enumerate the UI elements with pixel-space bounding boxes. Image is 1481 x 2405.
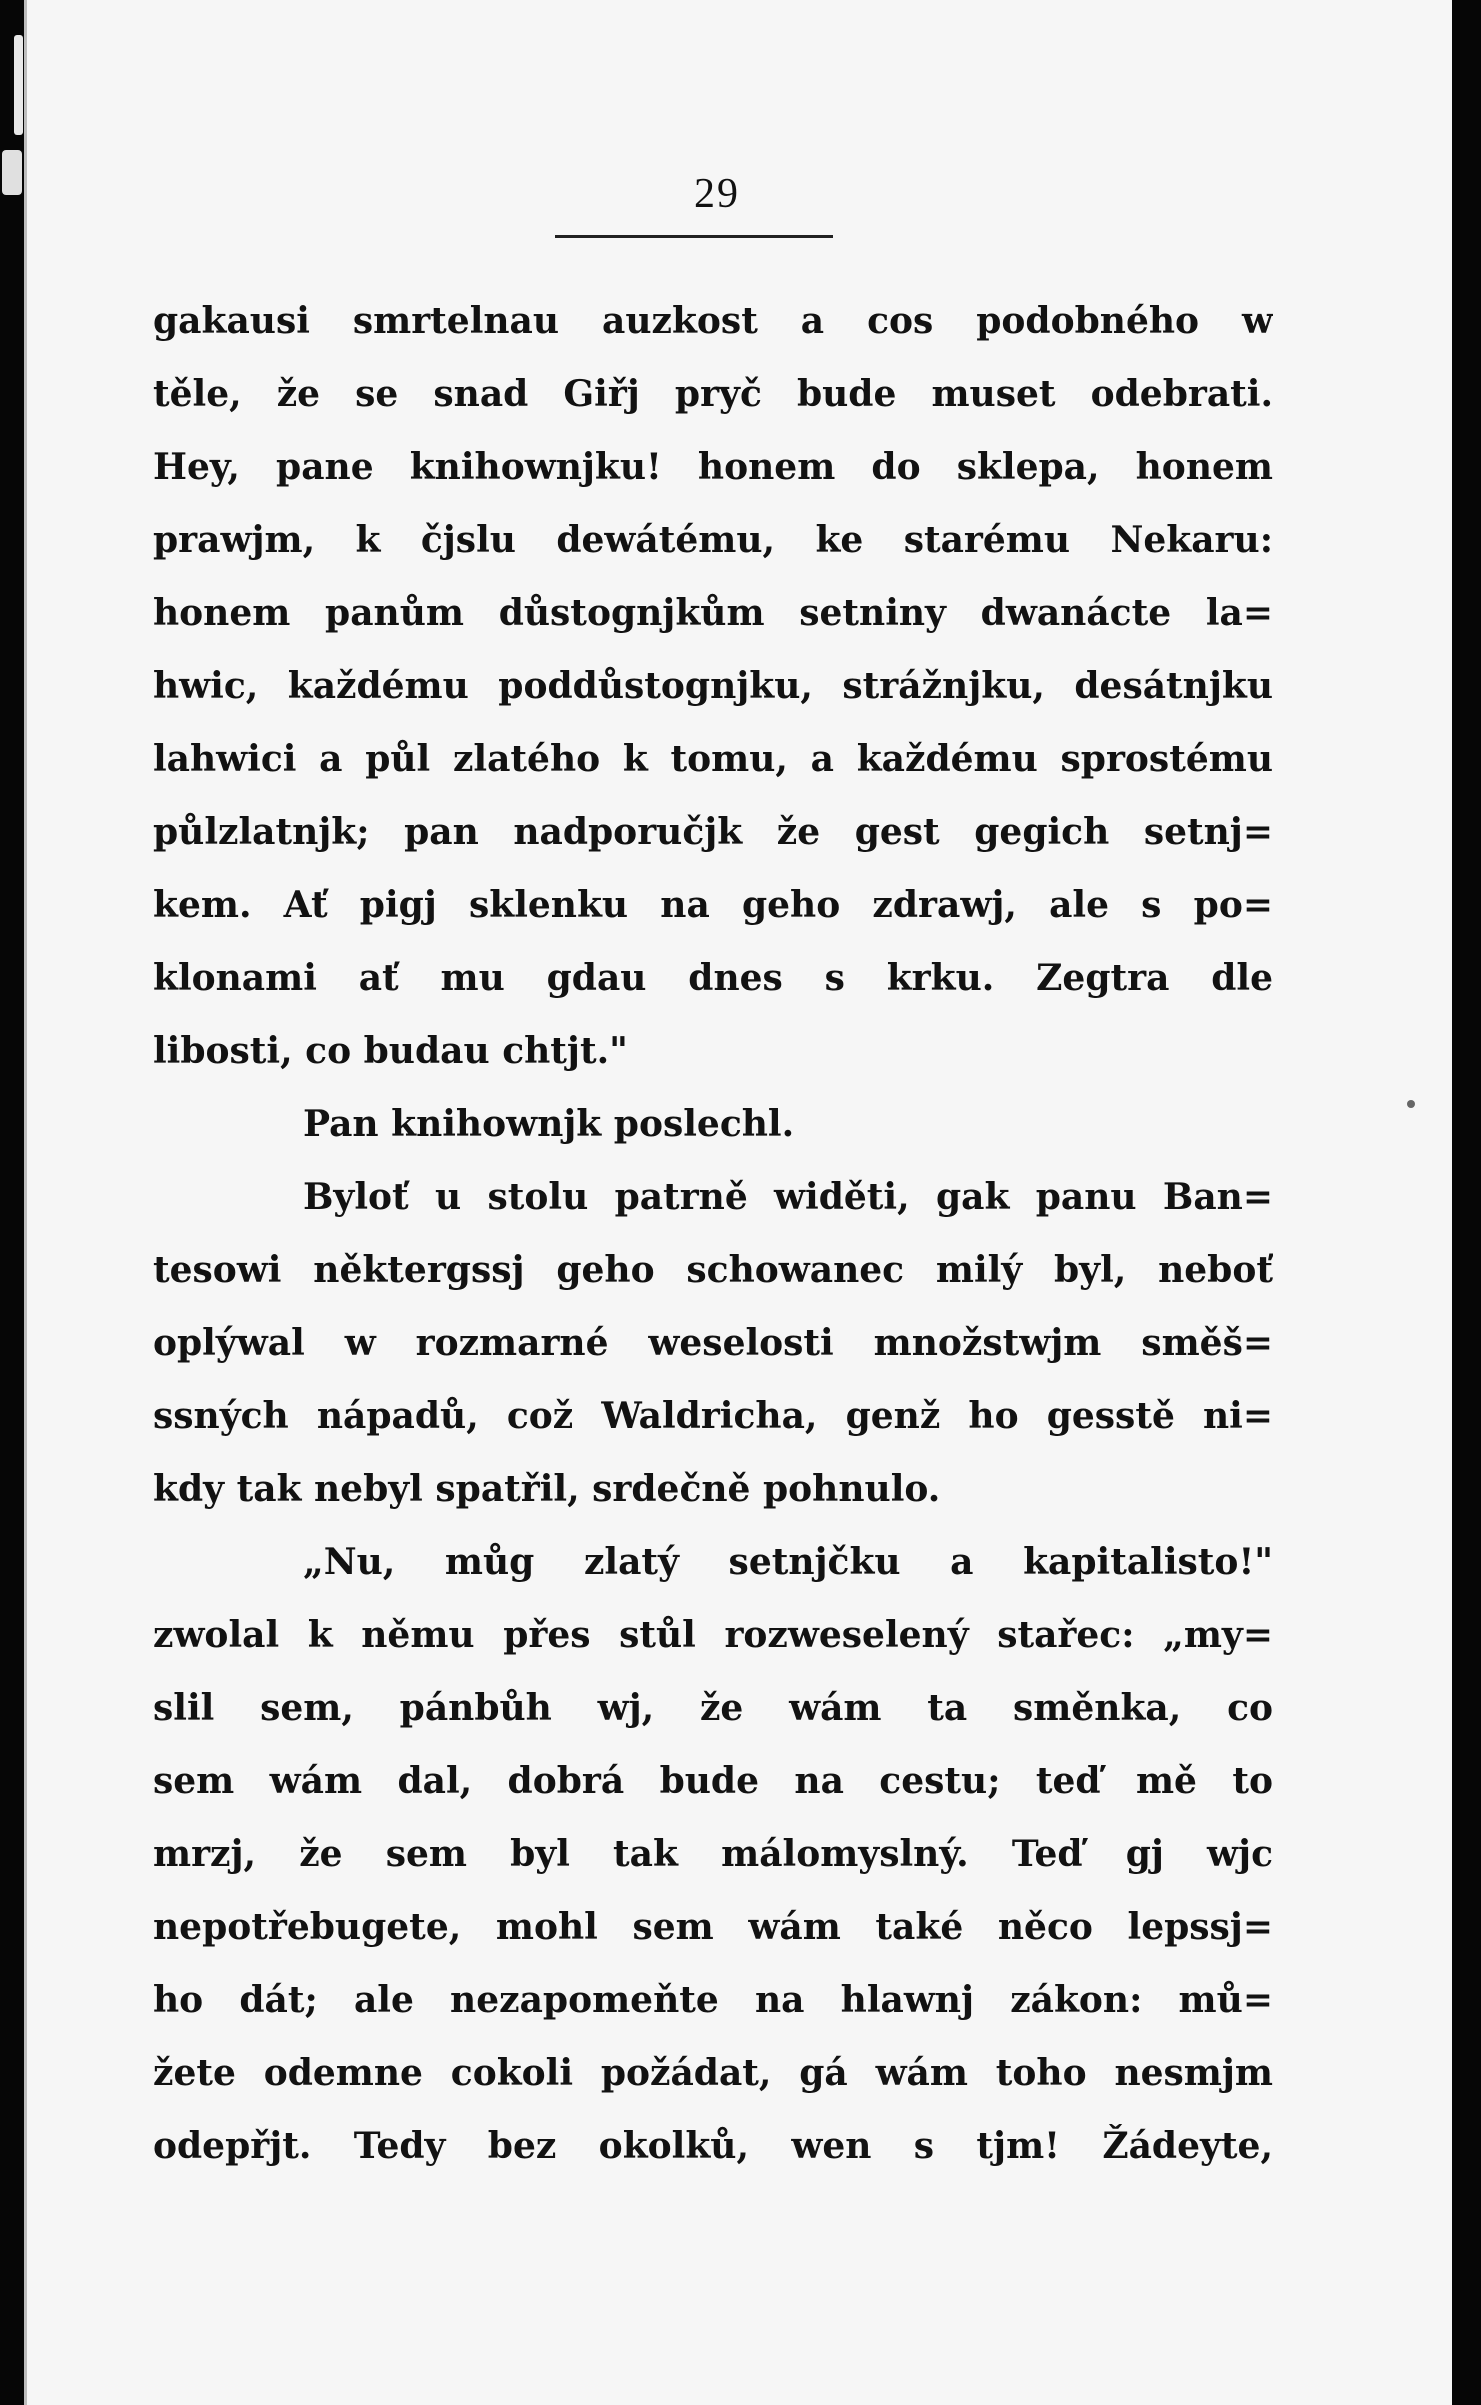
text-line: zwolal k němu přes stůl rozweselený stařec: „my= [153, 1614, 1273, 1656]
text-line: klonami ať mu gdau dnes s krku. Zegtra dle [153, 957, 1273, 999]
text-line: Pan knihownjk poslechl. [303, 1103, 795, 1145]
text-line: ssných nápadů, což Waldricha, genž ho gesstě ni= [153, 1395, 1273, 1437]
text-line: odepřjt. Tedy bez okolků, wen s tjm! Žádeyte, [153, 2125, 1273, 2167]
text-line: těle, že se snad Giřj pryč bude muset odebrati. [153, 373, 1273, 415]
body-text [153, 285, 1273, 2183]
text-line: libosti, co budau chtjt." [153, 1030, 628, 1072]
text-line: Hey, pane knihownjku! honem do sklepa, honem [153, 446, 1273, 488]
text-line: hwic, každému poddůstognjku, strážnjku, desátnjku [153, 665, 1273, 707]
scan-edge-artifact [2, 150, 22, 195]
text-line: mrzj, že sem byl tak málomyslný. Teď gj wjc [153, 1833, 1273, 1875]
text-line: půlzlatnjk; pan nadporučjk že gest gegich setnj= [153, 811, 1273, 853]
paper-sheet [24, 0, 1452, 2405]
text-line: nepotřebugete, mohl sem wám také něco lepssj= [153, 1906, 1273, 1948]
text-line: tesowi některgssj geho schowanec milý byl, neboť [153, 1249, 1273, 1291]
scan-edge-artifact [14, 35, 23, 135]
text-line: kdy tak nebyl spatřil, srdečně pohnulo. [153, 1468, 941, 1510]
text-line: žete odemne cokoli požádat, gá wám toho nesmjm [153, 2052, 1273, 2094]
text-line: gakausi smrtelnau auzkost a cos podobného w [153, 300, 1273, 342]
text-line: „Nu, můg zlatý setnjčku a kapitalisto!" [303, 1541, 1273, 1583]
page-number: 29 [694, 171, 740, 217]
text-line: kem. Ať pigj sklenku na geho zdrawj, ale s po= [153, 884, 1273, 926]
text-line: honem panům důstognjkům setniny dwanácte la= [153, 592, 1273, 634]
header-rule [555, 235, 833, 238]
text-line: sem wám dal, dobrá bude na cestu; teď mě to [153, 1760, 1273, 1802]
text-line: slil sem, pánbůh wj, že wám ta směnka, co [153, 1687, 1273, 1729]
dust-speck [1407, 1100, 1415, 1108]
text-line: lahwici a půl zlatého k tomu, a každému sprostému [153, 738, 1273, 780]
text-line: Byloť u stolu patrně widěti, gak panu Ban= [303, 1176, 1273, 1218]
text-line: oplýwal w rozmarné weselosti množstwjm směš= [153, 1322, 1273, 1364]
text-line: ho dát; ale nezapomeňte na hlawnj zákon: mů= [153, 1979, 1273, 2021]
text-line: prawjm, k čjslu dewátému, ke starému Nekaru: [153, 519, 1273, 561]
